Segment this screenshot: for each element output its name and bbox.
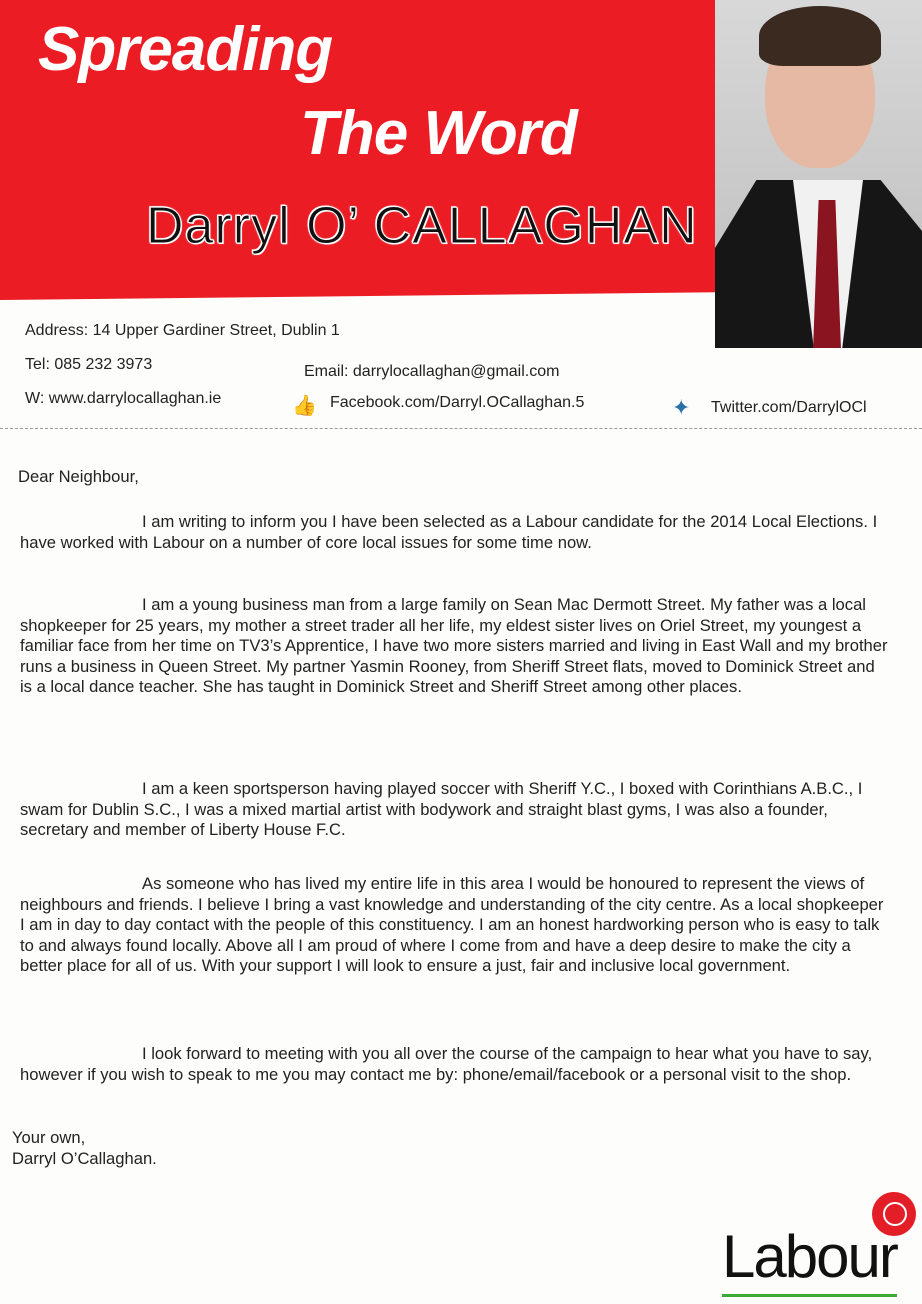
paragraph: I look forward to meeting with you all over the course of the campaign to hear what you have to say, however if you wish to speak to me you may contact me by: phone/email/facebook or a personal visit to the shop. <box>20 1044 873 1084</box>
title-line-1: Spreading <box>38 15 333 84</box>
labour-logo: Labour <box>722 1223 897 1290</box>
contact-tel: Tel: 085 232 3973 <box>25 356 153 373</box>
contact-address: Address: 14 Upper Gardiner Street, Dublin 1 <box>25 322 340 339</box>
thumbs-up-icon: 👍 <box>292 395 317 417</box>
contact-email[interactable]: Email: darrylocallaghan@gmail.com <box>304 363 560 380</box>
contact-web[interactable]: W: www.darrylocallaghan.ie <box>25 390 222 407</box>
contact-facebook[interactable]: Facebook.com/Darryl.OCallaghan.5 <box>330 394 585 411</box>
paragraph: As someone who has lived my entire life in this area I would be honoured to represent the views of neighbours and friends. I believe I bring a vast knowledge and understanding of the city centre. As a local shopkeeper I am in day to day contact with the people of this constituency. I am an honest hardworking person who is easy to talk to and always found locally. Above all I am proud of where I come from and have a deep desire to make the city a better place for all of us. With your support I will look to ensure a just, fair and inclusive local government. <box>20 874 884 975</box>
candidate-photo <box>715 0 922 348</box>
title-line-2: The Word <box>300 99 577 168</box>
twitter-bird-icon: ✦ <box>672 395 691 420</box>
paragraph: I am a keen sportsperson having played soccer with Sheriff Y.C., I boxed with Corinthians A.B.C., I swam for Dublin S.C., I was a mixed martial artist with bodywork and straight blast gyms, I was also a founder, secretary and member of Liberty House F.C. <box>20 779 863 839</box>
logo-underline <box>722 1294 897 1297</box>
closing: Your own, <box>12 1128 86 1147</box>
divider <box>0 428 922 429</box>
salutation: Dear Neighbour, <box>18 467 139 486</box>
paragraph: I am a young business man from a large family on Sean Mac Dermott Street. My father was a local shopkeeper for 25 years, my mother a street trader all her life, my eldest sister lives on Oriel Street, my youngest a familiar face from her time on TV3’s Apprentice, I have two more sisters married and living in East Wall and my brother runs a business in Queen Street. My partner Yasmin Rooney, from Sheriff Street flats, moved to Dominick Street and is a local dance teacher. She has taught in Dominick Street and Sheriff Street among other places. <box>20 595 888 696</box>
candidate-name: Darryl O’ CALLAGHAN <box>146 197 698 255</box>
paragraph: I am writing to inform you I have been selected as a Labour candidate for the 2014 Local Elections. I have worked with Labour on a number of core local issues for some time now. <box>20 512 878 552</box>
signature: Darryl O’Callaghan. <box>12 1149 157 1168</box>
contact-twitter[interactable]: Twitter.com/DarrylOCl <box>711 399 867 416</box>
